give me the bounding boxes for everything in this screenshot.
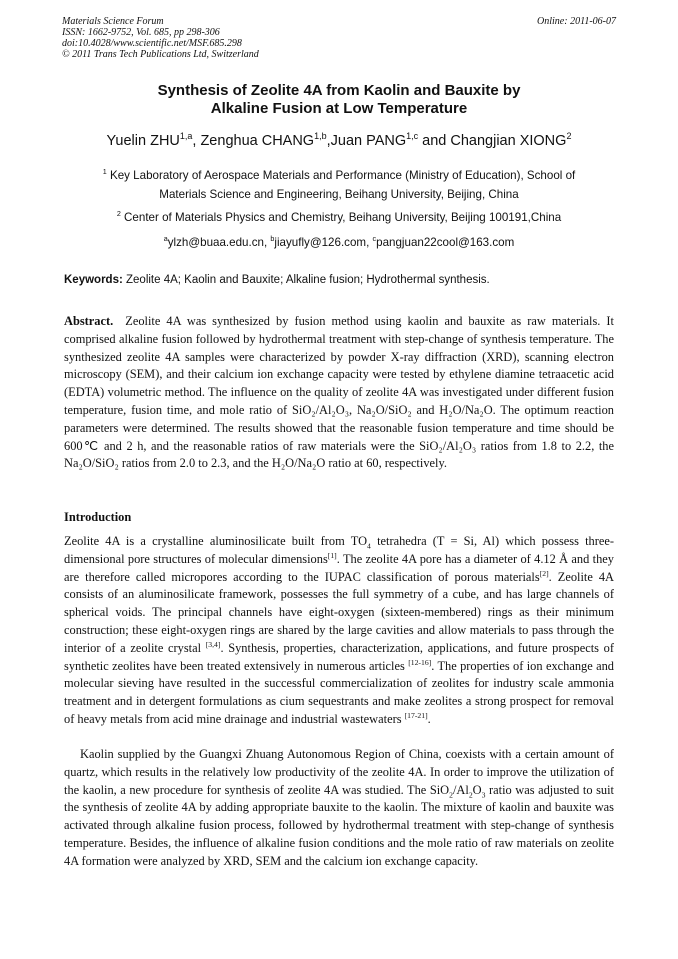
text-run: tetrahedra (T = Si, Al) which possess three-dimensional pore structures of molecular dimensions [64,534,614,566]
email-marker: b [270,234,275,244]
text-run: ratio was adjusted to suit the synthesis of zeolite 4A by adding appropriate bauxite to the kaolin. The mixture of kaolin and bauxite was activated through alkaline fusion process, followed by hydrothermal treatment with step-change of synthesis temperature. Besides, the influence of alkaline fusion conditions and the mole ratio of raw materials on zeolite 4A formation were analyzed by XRD, SEM and the calcium ion exchange capacity. [64,782,615,868]
text-run: . Synthesis, properties, characterization, applications, and future prospects of synthetic zeolites have been treated extensively in numerous articles [64,640,614,673]
author-name: Zenghua CHANG [200,133,315,149]
affiliation-2 [70,208,608,227]
paper-title [40,82,638,118]
text-run: /Al [452,782,469,797]
email-marker: a [163,234,168,244]
author-email: pangjuan22cool@163.com [376,236,515,249]
author-separator: , [326,133,331,149]
affiliation-1-line-1: Key Laboratory of Aerospace Materials and Performance (Ministry of Education), School of [109,169,576,182]
author-name: Changjian XIONG [450,133,567,149]
title-line-2: Alkaline Fusion at Low Temperature [210,100,468,117]
author-emails [70,233,608,252]
citation-ref: [17-21] [404,710,428,720]
author-affiliation-marker: 1,c [406,131,419,142]
affiliation-2-text: Center of Materials Physics and Chemistry, Beihang University, Beijing 100191,China [124,211,562,224]
text-run: Kaolin supplied by the Guangxi Zhuang Autonomous Region of China, coexists with a certain amount of quartz, which results in the relatively low productivity of the zeolite 4A. In order to improve the utilization of the kaolin, a new procedure for synthesis of zeolite 4A was studied. The SiO [64,747,614,797]
journal-header [62,16,616,60]
text-run: Zeolite 4A is a crystalline aluminosilicate built from TO [64,534,368,548]
author-affiliation-marker: 2 [566,131,572,142]
text-run: . Zeolite 4A consists of an aluminosilicate framework, possesses the full symmetry of a cube, and has large channels of spherical voids. The principal channels have eight-oxygen (sixteen-membered) rings as their minimum construction; these eight-oxygen rings are shared by the large cavities and allow materials to pass through the interior of a zeolite crystal [64,569,614,655]
journal-name: Materials Science Forum [62,16,164,27]
citation-ref: [1] [327,550,337,560]
journal-doi: doi:10.4028/www.scientific.net/MSF.685.298 [62,38,242,49]
author-name: Juan PANG [330,133,407,149]
introduction-paragraph-1 [64,533,614,729]
keywords [64,272,618,288]
author-email: jiayufly@126.com [274,236,367,249]
keywords-label: Keywords: [64,274,123,286]
text-run: . The properties of ion exchange and molecular sieving have resulted in the successful commercialization of zeolites for industry scale ammonia treatment and in detergent formulations as cium sequestrants and make zeolites a strong prospect for removal of heavy metals from acid mine drainage and industrial wastewaters [64,658,615,726]
citation-ref: [2] [539,568,549,578]
introduction-paragraph-2 [64,746,614,871]
abstract [64,313,614,473]
text-run: . The zeolite 4A pore has a diameter of 4.12 Å and they are therefore called micropores according to the IUPAC classification of porous materials [64,551,614,584]
keywords-text: Zeolite 4A; Kaolin and Bauxite; Alkaline fusion; Hydrothermal synthesis. [126,274,490,286]
abstract-text: Zeolite 4A was synthesized by fusion method using kaolin and bauxite as raw materials. It comprised alkaline fusion followed by hydrothermal treatment with step-change of synthesis temperature. The synthesized zeolite 4A samples were characterized by powder X-ray diffraction (XRD), scanning electron microscopy (SEM), and their calcium ion exchange capacity were tested by ethylene diamine tetraacetic acid (EDTA) volumetric method. The influence on the quality of zeolite 4A was investigated under different fusion temperature, fusion time, and mole ratio of SiO₂/Al₂O₃, Na₂O/SiO₂ and H₂O/Na₂O. The optimum reaction parameters were determined. The results showed that the reasonable fusion temperature and time should be 600℃ and 2 h, and the reasonable ratios of raw materials were the SiO₂/Al₂O₃ ratios from 1.8 to 2.2, the Na₂O/SiO₂ ratios from 2.0 to 2.3, and the H₂O/Na₂O ratio at 60, respectively. [64,314,614,471]
author-separator: and [418,133,451,149]
email-separator: , [366,236,373,249]
email-marker: c [372,234,377,244]
text-run: O [472,782,482,797]
affiliation-1 [70,166,608,204]
affiliation-1-marker: 1 [102,167,107,177]
journal-copyright: © 2011 Trans Tech Publications Ltd, Switzerland [62,49,259,60]
author-separator: , [192,133,201,149]
citation-ref: [3,4] [205,639,221,649]
subscript: 4 [367,541,371,551]
abstract-label: Abstract. [64,314,114,328]
affiliation-1-line-2: Materials Science and Engineering, Beihang University, Beijing, China [159,188,519,201]
introduction-heading: Introduction [64,510,132,524]
email-separator: , [263,236,271,249]
subscript: 2 [468,790,473,800]
journal-issn: ISSN: 1662-9752, Vol. 685, pp 298-306 [62,27,220,38]
author-list [30,132,648,150]
author-email: ylzh@buaa.edu.cn [167,236,264,249]
online-date: Online: 2011-06-07 [537,16,616,27]
subscript: 3 [481,790,486,800]
title-line-1: Synthesis of Zeolite 4A from Kaolin and Bauxite by [157,82,521,99]
affiliation-2-marker: 2 [116,209,121,219]
author-affiliation-marker: 1,b [314,131,327,142]
subscript: 2 [449,790,453,800]
journal-info [62,16,616,60]
text-run: . [427,711,431,726]
author-name: Yuelin ZHU [106,133,180,149]
author-affiliation-marker: 1,a [179,131,193,142]
citation-ref: [12-16] [408,657,432,667]
